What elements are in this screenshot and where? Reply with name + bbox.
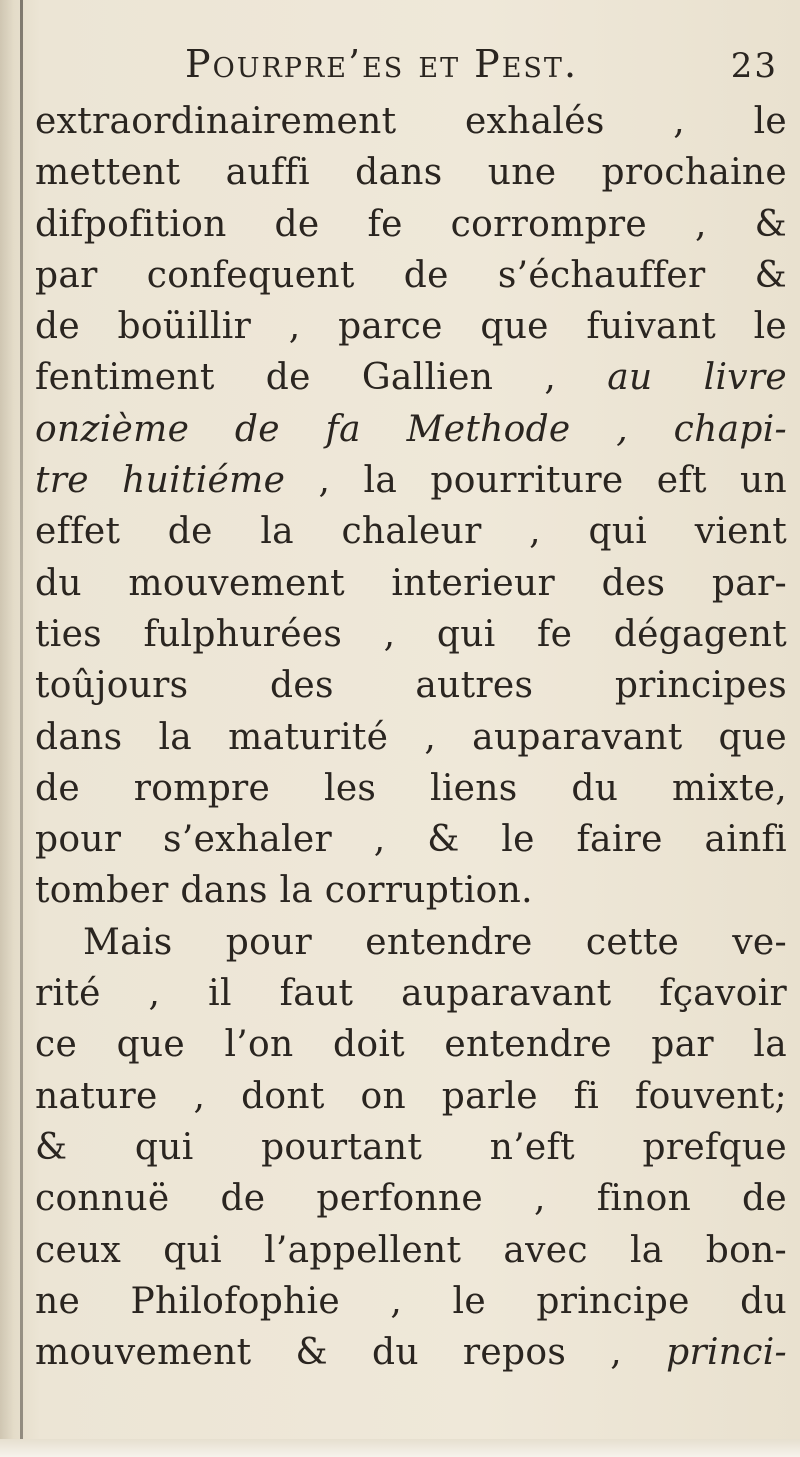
text-line: ceux qui l’appellent avec la bon-	[35, 1229, 787, 1271]
italic-span: onzième de fa Methode , chapi-	[35, 408, 787, 450]
text-line: pour s’exhaler , & le faire ainfi	[35, 819, 787, 861]
gutter-shadow	[20, 0, 23, 1457]
text-line: & qui pourtant n’eft prefque	[35, 1126, 787, 1168]
text-line: ne Philofophie , le principe du	[35, 1280, 787, 1322]
text-line	[35, 404, 787, 455]
text-line: difpofition de fe corrompre , &	[35, 203, 787, 245]
text-span: fentiment de Gallien ,	[35, 357, 608, 399]
text-line: du mouvement interieur des par-	[35, 562, 787, 604]
text-span: , la pourriture eft un	[285, 460, 787, 502]
text-line	[35, 1327, 787, 1378]
text-line: par confequent de s’échauffer &	[35, 254, 787, 296]
text-line: dans la maturité , auparavant que	[35, 716, 787, 758]
text-line: ce que l’on doit entendre par la	[35, 1024, 787, 1066]
italic-span: tre huitiéme	[35, 460, 286, 502]
italic-span: au livre	[607, 357, 787, 399]
text-line: de rompre les liens du mixte,	[35, 767, 787, 809]
text-line	[35, 352, 787, 403]
text-line: effet de la chaleur , qui vient	[35, 511, 787, 553]
text-line: mettent auffi dans une prochaine	[35, 152, 787, 194]
text-line: ties fulphurées , qui fe dégagent	[35, 613, 787, 655]
text-line: de boüillir , parce que fuivant le	[35, 306, 787, 348]
text-line: connuë de perfonne , finon de	[35, 1178, 787, 1220]
text-span: mouvement & du repos ,	[35, 1332, 667, 1374]
text-line	[35, 455, 787, 506]
page-bottom-edge	[0, 1439, 800, 1457]
text-line: extraordinairement exhalés , le	[35, 101, 787, 142]
text-line: rité , il faut auparavant fçavoir	[35, 973, 787, 1015]
italic-span: princi-	[666, 1332, 787, 1374]
running-title: Pourpre’es et Pest.	[185, 42, 579, 86]
text-line: toûjours des autres principes	[35, 665, 787, 707]
text-line: Mais pour entendre cette ve-	[83, 921, 787, 963]
text-line: tomber dans la corruption.	[35, 870, 533, 912]
text-line: nature , dont on parle fi fouvent;	[35, 1075, 787, 1117]
page-number: 23	[730, 46, 778, 86]
page-header	[185, 42, 778, 98]
body-text	[35, 96, 787, 1378]
